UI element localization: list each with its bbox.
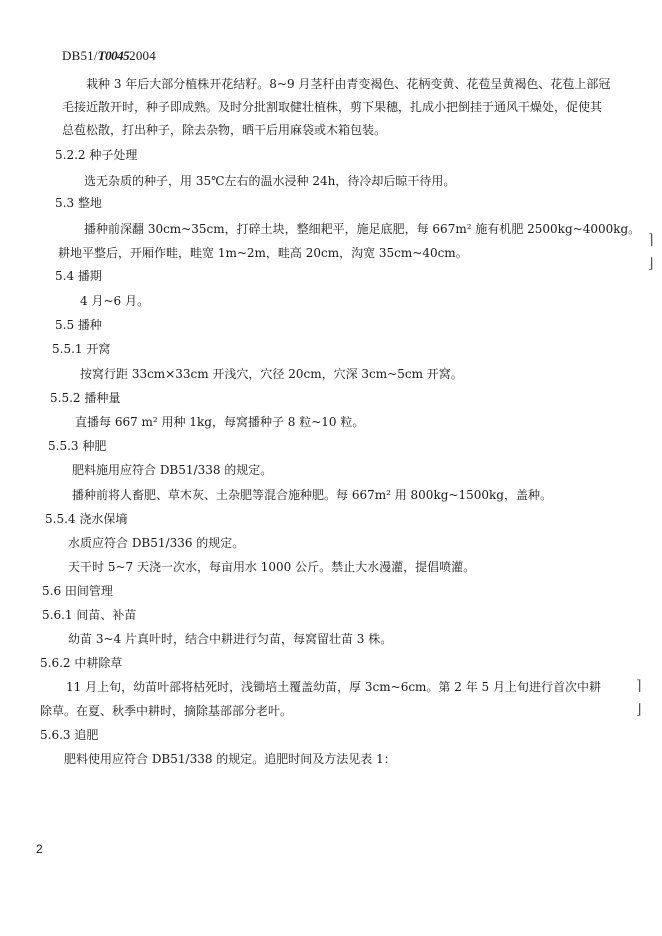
paragraph-line: 耕地平整后，开厢作畦，畦宽 1m~2m，畦高 20cm，沟宽 35cm~40cm。: [58, 246, 468, 260]
section-heading: 5.6 田间管理: [42, 584, 113, 598]
scan-mark-bracket: ⌉: [648, 232, 654, 248]
section-heading: 5.6.1 间苗、补苗: [42, 608, 137, 622]
section-heading: 5.5.3 种肥: [48, 439, 107, 453]
paragraph-line: 4 月~6 月。: [80, 294, 149, 308]
paragraph-line: 11 月上旬，幼苗叶部将枯死时，浅锄培土覆盖幼苗，厚 3cm~6cm。第 2 年 5 月上旬进行首次中耕: [66, 680, 601, 694]
paragraph-line: 毛接近散开时，种子即成熟。及时分批割取健壮植株，剪下果穗，扎成小把倒挂于通风干燥处，促使其: [62, 100, 603, 114]
scan-mark-bracket: ⌋: [648, 256, 654, 272]
paragraph-line: 肥料施用应符合 DB51/338 的规定。: [72, 463, 273, 477]
header-prefix: DB51/: [62, 48, 98, 63]
paragraph-line: 肥料使用应符合 DB51/338 的规定。追肥时间及方法见表 1：: [64, 752, 396, 766]
paragraph-line: 播种前将人畜肥、草木灰、土杂肥等混合施种肥。每 667m² 用 800kg~1500kg，盖种。: [72, 488, 552, 502]
standard-number-header: [62, 48, 156, 64]
paragraph-line: 播种前深翻 30cm~35cm，打碎土块，整细耙平，施足底肥，每 667m² 施有机肥 2500kg~4000kg。: [84, 222, 641, 236]
section-heading: 5.5 播种: [55, 318, 102, 332]
paragraph-line: 幼苗 3~4 片真叶时，结合中耕进行匀苗，每窝留壮苗 3 株。: [68, 632, 393, 646]
paragraph-line: 按窝行距 33cm×33cm 开浅穴，穴径 20cm，穴深 3cm~5cm 开窝。: [80, 367, 463, 381]
scan-mark-bracket: ⌋: [636, 702, 642, 718]
paragraph-line: 栽种 3 年后大部分植株开花结籽。8~9 月茎秆由青变褐色、花柄变黄、花苞呈黄褐色、花苞上部冠: [86, 77, 611, 91]
section-heading: 5.5.1 开窝: [52, 342, 111, 356]
paragraph-line: 天干时 5~7 天浇一次水，每亩用水 1000 公斤。禁止大水漫灌，提倡喷灌。: [68, 560, 476, 574]
section-heading: 5.4 播期: [55, 269, 102, 283]
scan-mark-bracket: ⌉: [636, 678, 642, 694]
section-heading: 5.5.2 播种量: [50, 391, 121, 405]
paragraph-line: 水质应符合 DB51/336 的规定。: [68, 536, 245, 550]
section-heading: 5.6.2 中耕除草: [40, 656, 123, 670]
paragraph-line: 除草。在夏、秋季中耕时，摘除基部部分老叶。: [40, 704, 293, 718]
paragraph-line: 直播每 667 m² 用种 1kg，每窝播种子 8 粒~10 粒。: [75, 415, 365, 429]
section-heading: 5.6.3 追肥: [40, 728, 99, 742]
paragraph-line: 选无杂质的种子，用 35℃左右的温水浸种 24h，待冷却后晾干待用。: [84, 174, 456, 188]
section-heading: 5.5.4 浇水保墒: [45, 512, 128, 526]
header-year: 2004: [129, 48, 156, 63]
handwritten-number: T0045: [97, 48, 130, 63]
page-number: 2: [36, 842, 43, 856]
section-heading: 5.2.2 种子处理: [55, 148, 138, 162]
section-heading: 5.3 整地: [55, 196, 102, 210]
paragraph-line: 总苞松散，打出种子，除去杂物，晒干后用麻袋或木箱包装。: [62, 123, 387, 137]
